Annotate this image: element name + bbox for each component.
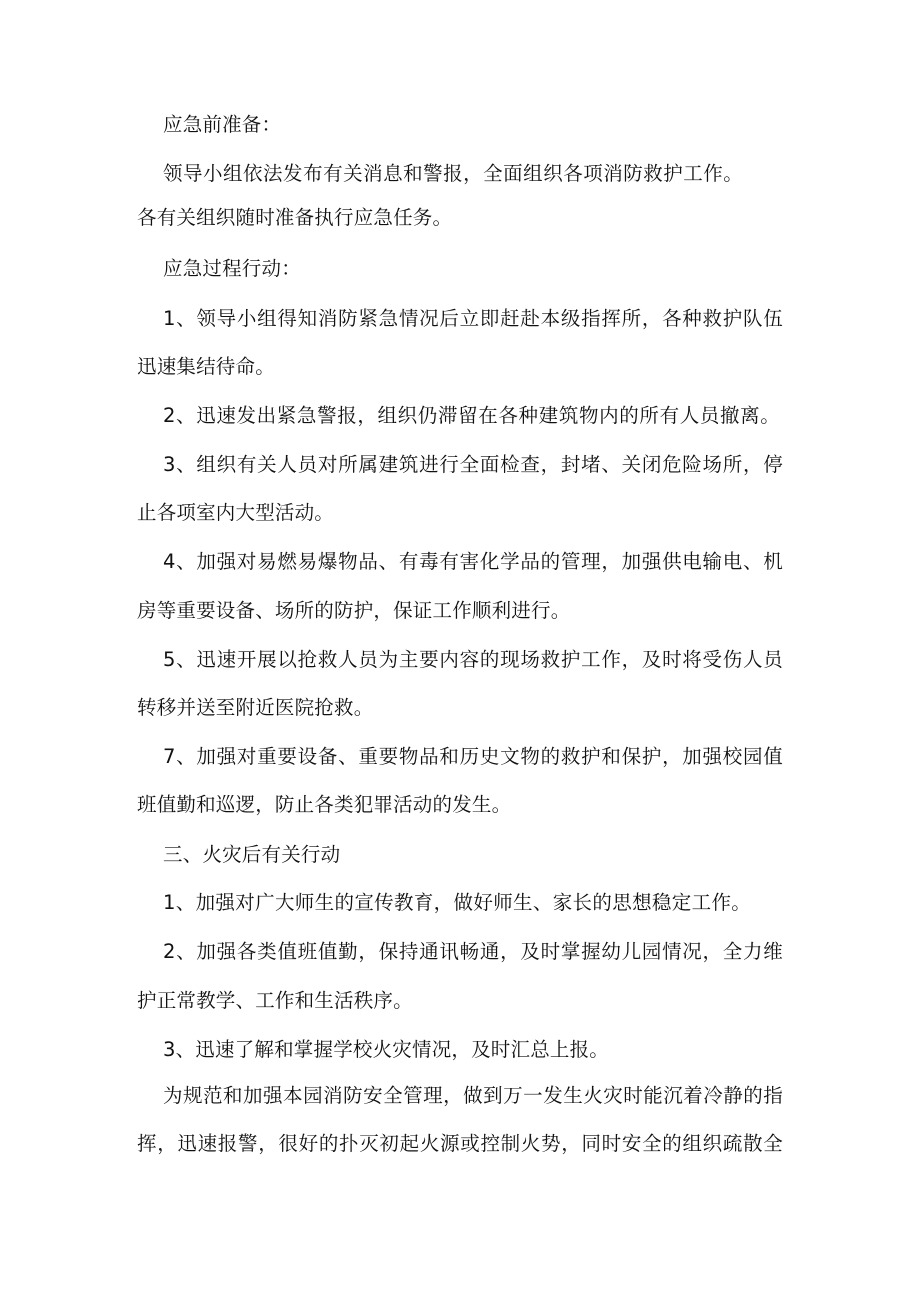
list-item-line: 3、迅速了解和掌握学校火灾情况，及时汇总上报。 xyxy=(163,1038,610,1061)
list-item-line: 5、迅速开展以抢救人员为主要内容的现场救护工作，及时将受伤人员 xyxy=(163,648,783,671)
paragraph-line: 领导小组依法发布有关消息和警报，全面组织各项消防救护工作。 xyxy=(163,162,743,185)
paragraph-line: 挥，迅速报警，很好的扑灭初起火源或控制火势，同时安全的组织疏散全 xyxy=(137,1132,783,1155)
section-heading-action: 应急过程行动： xyxy=(163,257,301,280)
list-item-line: 护正常教学、工作和生活秩序。 xyxy=(137,989,413,1012)
list-item-line: 止各项室内大型活动。 xyxy=(137,501,335,524)
section-heading-after-fire: 三、火灾后有关行动 xyxy=(163,843,341,866)
list-item-line: 7、加强对重要设备、重要物品和历史文物的救护和保护，加强校园值 xyxy=(163,745,783,768)
section-heading-preparation: 应急前准备： xyxy=(163,113,282,136)
list-item-line: 迅速集结待命。 xyxy=(137,355,275,378)
list-item-line: 3、组织有关人员对所属建筑进行全面检查，封堵、关闭危险场所，停 xyxy=(163,453,783,476)
list-item-line: 4、加强对易燃易爆物品、有毒有害化学品的管理，加强供电输电、机 xyxy=(163,550,783,573)
list-item-line: 班值勤和巡逻，防止各类犯罪活动的发生。 xyxy=(137,793,512,816)
list-item-line: 2、加强各类值班值勤，保持通讯畅通，及时掌握幼儿园情况，全力维 xyxy=(163,940,783,963)
list-item-line: 2、迅速发出紧急警报，组织仍滞留在各种建筑物内的所有人员撤离。 xyxy=(163,404,780,427)
paragraph-line: 为规范和加强本园消防安全管理，做到万一发生火灾时能沉着冷静的指 xyxy=(163,1084,783,1107)
list-item-line: 1、加强对广大师生的宣传教育，做好师生、家长的思想稳定工作。 xyxy=(163,891,751,914)
paragraph-line: 各有关组织随时准备执行应急任务。 xyxy=(137,206,453,229)
list-item-line: 转移并送至附近医院抢救。 xyxy=(137,696,374,719)
list-item-line: 房等重要设备、场所的防护，保证工作顺利进行。 xyxy=(137,599,571,622)
list-item-line: 1、领导小组得知消防紧急情况后立即赶赴本级指挥所，各种救护队伍 xyxy=(163,307,783,330)
